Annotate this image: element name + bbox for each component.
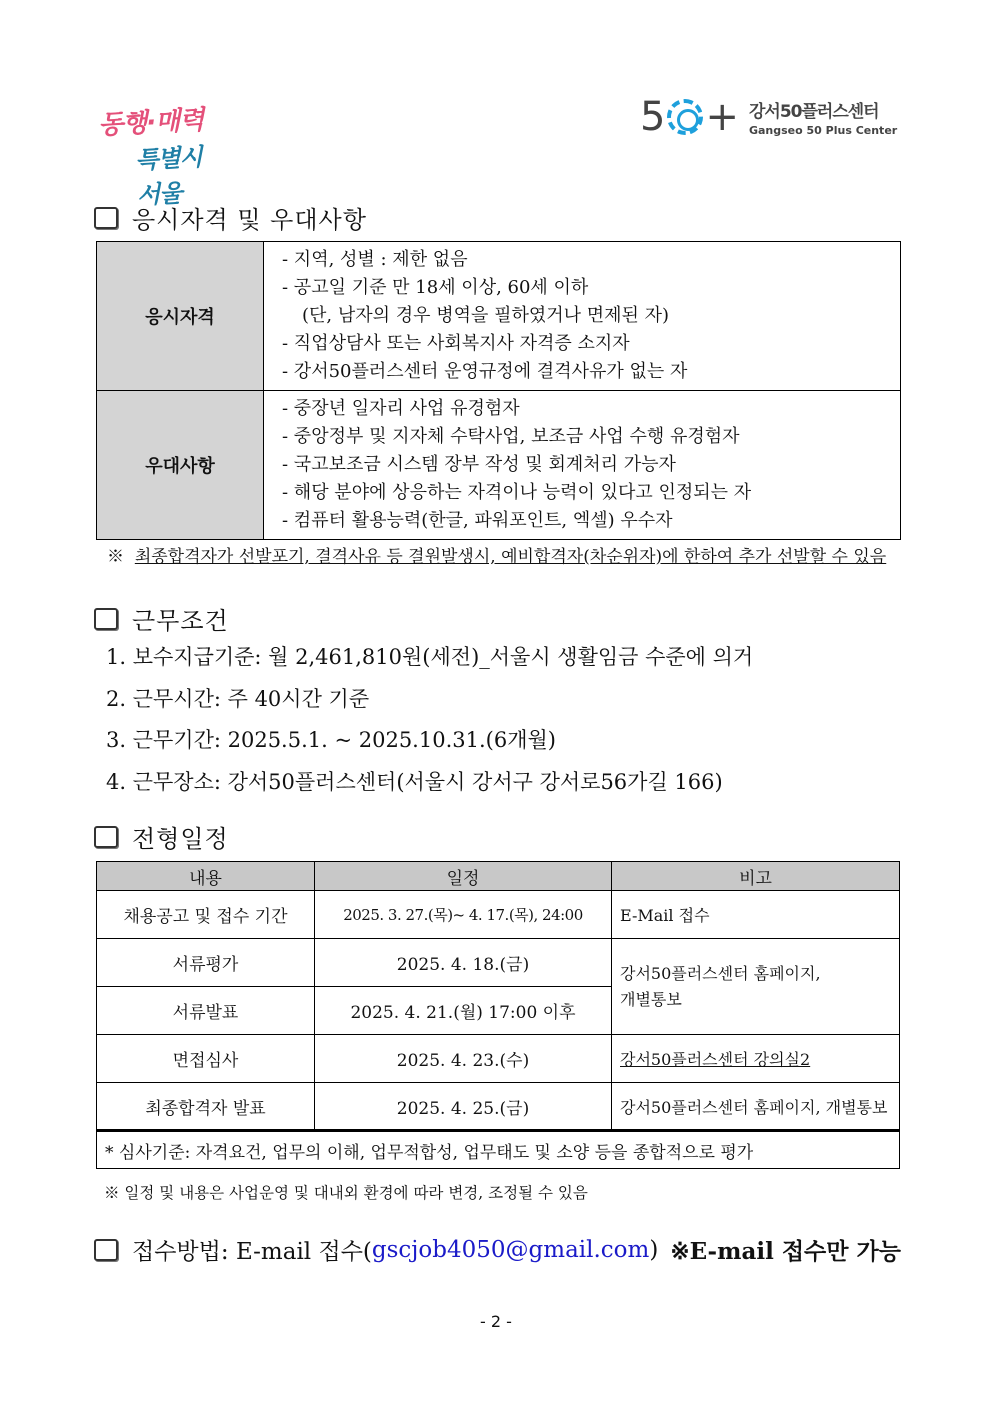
checkbox-square-icon — [94, 207, 118, 229]
row-label: 응시자격 — [97, 242, 264, 391]
cell-note: 강서50플러스센터 홈페이지, 개별통보 — [612, 939, 900, 1035]
page-number: - 2 - — [480, 1312, 512, 1331]
note-mark: ※ — [107, 547, 124, 567]
seoul-logo — [97, 102, 228, 210]
cell-content: 서류평가 — [97, 939, 315, 987]
cell-content: 면접심사 — [97, 1035, 315, 1083]
section-heading-schedule — [94, 819, 229, 854]
list-item: - 강서50플러스센터 운영규정에 결격사유가 없는 자 — [282, 361, 688, 382]
list-item: - 국고보조금 시스템 장부 작성 및 회계처리 가능자 — [282, 454, 676, 475]
list-item: - 지역, 성별 : 제한 없음 — [282, 249, 468, 270]
schedule-table — [96, 861, 900, 1169]
list-item: - 컴퓨터 활용능력(한글, 파워포인트, 엑셀) 우수자 — [282, 510, 673, 531]
table-row — [97, 891, 900, 939]
section-title: 근무조건 — [132, 607, 229, 635]
logo-plus: + — [705, 94, 739, 140]
checkbox-square-icon — [94, 608, 118, 630]
cell-content: 서류발표 — [97, 987, 315, 1035]
list-item: 4. 근무장소: 강서50플러스센터(서울시 강서구 강서로56가길 166) — [106, 769, 723, 794]
list-item: - 중앙정부 및 지자체 수탁사업, 보조금 사업 수행 유경험자 — [282, 426, 740, 447]
checkbox-square-icon — [94, 826, 118, 848]
cell-date: 2025. 4. 23.(수) — [315, 1035, 612, 1083]
cell-content: 최종합격자 발표 — [97, 1083, 315, 1131]
email-only-emphasis: ※E-mail 접수만 가능 — [670, 1238, 901, 1265]
cell-note: 강서50플러스센터 강의실2 — [612, 1035, 900, 1083]
cell-date: 2025. 4. 21.(월) 17:00 이후 — [315, 987, 612, 1035]
email-link[interactable]: gscjob4050@gmail.com — [371, 1236, 650, 1263]
evaluation-criteria: * 심사기준: 자격요건, 업무의 이해, 업무적합성, 업무태도 및 소양 등을 종합적으로 평가 — [97, 1131, 900, 1169]
section-heading-conditions — [94, 601, 229, 636]
column-header: 비고 — [612, 862, 900, 891]
cell-date: 2025. 4. 25.(금) — [315, 1083, 612, 1131]
cell-date: 2025. 3. 27.(목)~ 4. 17.(목), 24:00 — [315, 891, 612, 939]
cell-note: 강서50플러스센터 홈페이지, 개별통보 — [612, 1083, 900, 1131]
gangseo-50plus-logo — [640, 92, 910, 142]
section-heading-qualification — [94, 200, 367, 235]
list-item: - 중장년 일자리 사업 유경험자 — [282, 398, 520, 419]
row-content — [264, 242, 901, 391]
center-name-ko: 강서50플러스센터 — [748, 102, 879, 122]
table-row — [97, 1035, 900, 1083]
section-heading-application — [94, 1233, 901, 1266]
table-row — [97, 391, 901, 540]
section-title: 응시자격 및 우대사항 — [132, 206, 367, 234]
seoul-logo-line1: 동행·매력 — [97, 105, 205, 141]
row-content — [264, 391, 901, 540]
qualification-table — [96, 241, 901, 540]
conditions-list — [106, 642, 753, 808]
checkbox-square-icon — [94, 1239, 118, 1261]
application-method: E-mail 접수( — [235, 1239, 372, 1265]
table-row — [97, 242, 901, 391]
seoul-logo-line2: 특별시 서울 — [134, 142, 203, 210]
section-title: 접수방법: — [132, 1239, 229, 1265]
column-header: 내용 — [97, 862, 315, 891]
list-item: - 직업상담사 또는 사회복지사 자격증 소지자 — [282, 333, 630, 354]
logo-ring-icon — [667, 99, 703, 135]
logo-five: 5 — [640, 94, 666, 140]
list-item: - 해당 분야에 상응하는 자격이나 능력이 있다고 인정되는 자 — [282, 482, 752, 503]
fifty-plus-mark — [640, 94, 739, 140]
list-item: - 공고일 기준 만 18세 이상, 60세 이하 — [282, 277, 589, 298]
note-text: 최종합격자가 선발포기, 결격사유 등 결원발생시, 예비합격자(차순위자)에 한하여 추가 선발할 수 있음 — [134, 547, 887, 567]
table-row — [97, 1083, 900, 1131]
table-header-row — [97, 862, 900, 891]
criteria-row — [97, 1131, 900, 1169]
cell-date: 2025. 4. 18.(금) — [315, 939, 612, 987]
cell-content: 채용공고 및 접수 기간 — [97, 891, 315, 939]
section-title: 전형일정 — [132, 825, 229, 853]
list-item: 2. 근무시간: 주 40시간 기준 — [106, 686, 370, 711]
center-name-en: Gangseo 50 Plus Center — [748, 124, 898, 137]
column-header: 일정 — [315, 862, 612, 891]
cell-note: E-Mail 접수 — [612, 891, 900, 939]
schedule-change-note: ※ 일정 및 내용은 사업운영 및 대내외 환경에 따라 변경, 조정될 수 있음 — [104, 1184, 588, 1202]
list-item: 3. 근무기간: 2025.5.1. ~ 2025.10.31.(6개월) — [106, 728, 556, 752]
additional-selection-note — [107, 542, 886, 567]
application-method-end: ) — [649, 1236, 659, 1263]
table-row — [97, 939, 900, 987]
list-item: 1. 보수지급기준: 월 2,461,810원(세전)_서울시 생활임금 수준에 의거 — [106, 645, 754, 669]
list-item: (단, 남자의 경우 병역을 필하였거나 면제된 자) — [302, 305, 670, 326]
row-label: 우대사항 — [97, 391, 264, 540]
